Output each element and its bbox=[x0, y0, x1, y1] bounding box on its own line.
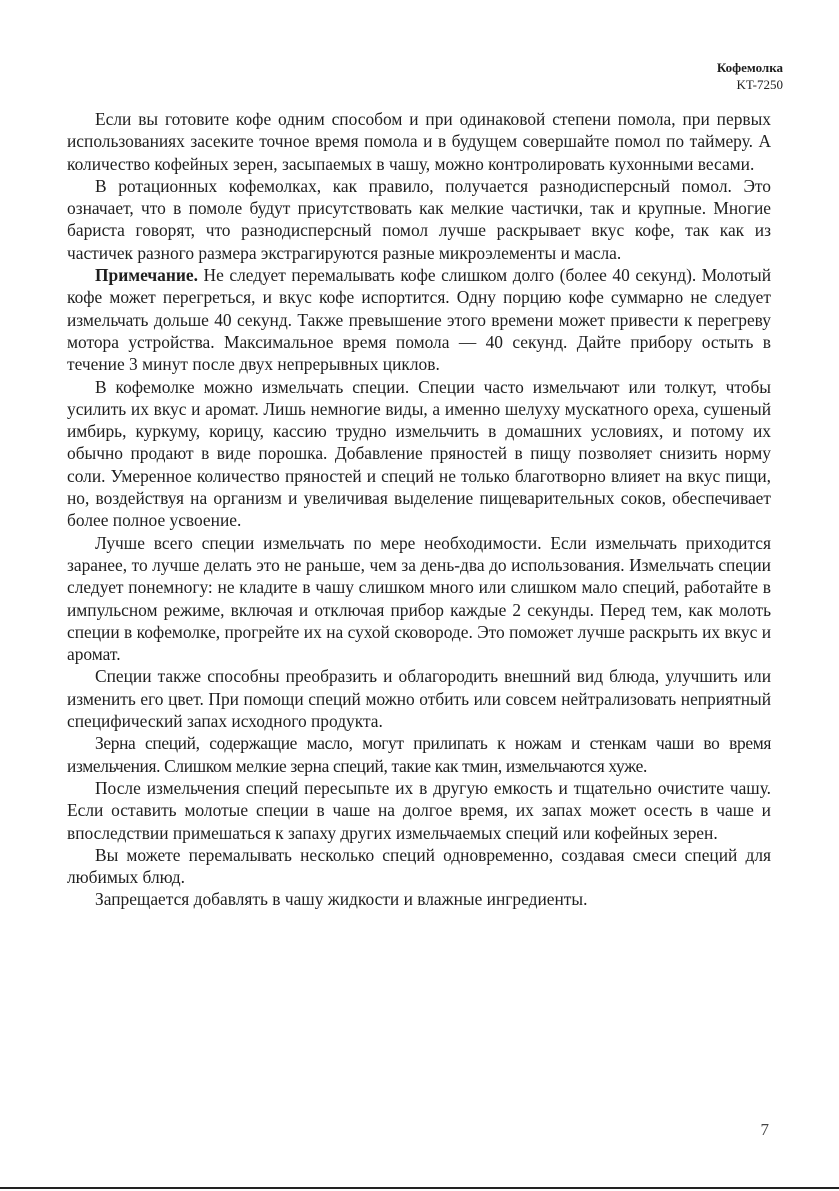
note-label: Примечание. bbox=[95, 265, 198, 286]
paragraph: После измельчения специй пересыпьте их в другую емкость и тщательно очистите чашу. Если оставить молотые специи в чаше на долгое время, их запах может осесть в чаше и впоследствии примешаться к запаху других измельчаемых специй или кофейных зерен. bbox=[67, 777, 771, 843]
paragraph: Специи также способны преобразить и облагородить внешний вид блюда, улучшить или изменить его цвет. При помощи специй можно отбить или совсем нейтрализовать неприятный специфический запах исходного продукта. bbox=[67, 666, 771, 732]
paragraph: Зерна специй, содержащие масло, могут прилипать к ножам и стенкам чаши во время измельчения. Слишком мелкие зерна специй, такие как тмин, измельчаются хуже. bbox=[67, 733, 771, 776]
paragraph: Запрещается добавлять в чашу жидкости и влажные ингредиенты. bbox=[95, 889, 588, 910]
body-text bbox=[67, 108, 771, 911]
paragraph: Если вы готовите кофе одним способом и при одинаковой степени помола, при первых использованиях засеките точное время помола и в будущем совершайте помол по таймеру. А количество кофейных зерен, засыпаемых в чашу, можно контролировать кухонными весами. bbox=[67, 109, 771, 174]
header-title: Кофемолка bbox=[716, 60, 783, 75]
paragraph: В ротационных кофемолках, как правило, получается разнодисперсный помол. Это означает, что в помоле будут присутствовать как мелкие частички, так и крупные. Многие бариста говорят, что разнодисперсный помол лучше раскрывает вкус кофе, так как из частичек разного размера экстрагируются разные микроэлементы и масла. bbox=[67, 175, 771, 263]
note-paragraph bbox=[67, 264, 771, 375]
bottom-divider bbox=[0, 1187, 839, 1189]
paragraph: Вы можете перемалывать несколько специй одновременно, создавая смеси специй для любимых блюд. bbox=[67, 844, 771, 888]
paragraph: В кофемолке можно измельчать специи. Специи часто измельчают или толкут, чтобы усилить их вкус и аромат. Лишь немногие виды, а именно шелуху мускатного ореха, сушеный имбирь, куркуму, корицу, кассию трудно измельчить в домашних условиях, и потому их обычно продают в виде порошка. Добавление пряностей в пищу позволяет снизить норму соли. Умеренное количество пряностей и специй не только благотворно влияет на вкус пищи, но, воздействуя на организм и увеличивая выделение пищеварительных соков, обеспечивает более полное усвоение. bbox=[67, 376, 771, 531]
page-number: 7 bbox=[760, 1120, 769, 1139]
note-text: Не следует перемалывать кофе слишком долго (более 40 секунд). Молотый кофе может перегреться, и вкус кофе испортится. Одну порцию кофе суммарно не следует измельчать дольше 40 секунд. Также превышение этого времени может привести к перегреву мотора устройства. Максимальное время помола — 40 секунд. Дайте прибору остыть в течение 3 минут после двух непрерывных циклов. bbox=[67, 265, 771, 375]
header-model: KT-7250 bbox=[736, 77, 783, 92]
page-header bbox=[717, 59, 783, 93]
paragraph: Лучше всего специи измельчать по мере необходимости. Если измельчать приходится заранее, то лучше делать это не раньше, чем за день-два до использования. Измельчать специи следует понемногу: не кладите в чашу слишком много или слишком мало специй, работайте в импульсном режиме, включая и отключая прибор каждые 2 секунды. Перед тем, как молоть специи в кофемолке, прогрейте их на сухой сковороде. Это поможет лучше раскрыть их вкус и аромат. bbox=[67, 532, 771, 665]
